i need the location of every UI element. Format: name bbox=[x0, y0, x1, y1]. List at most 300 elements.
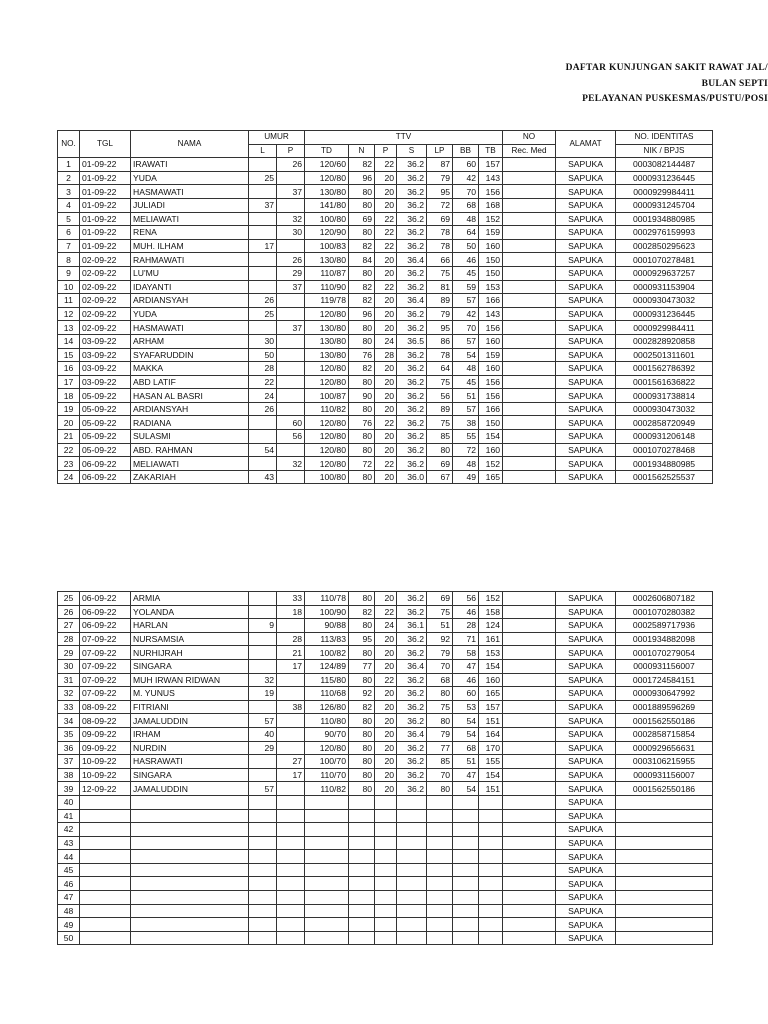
cell-umur-p bbox=[277, 389, 305, 403]
cell-umur-p: 60 bbox=[277, 416, 305, 430]
cell-umur-p bbox=[277, 795, 305, 809]
cell-no: 8 bbox=[58, 253, 80, 267]
cell-s: 36.2 bbox=[397, 782, 427, 796]
cell-umur-p bbox=[277, 334, 305, 348]
cell-p: 20 bbox=[375, 727, 397, 741]
cell-rec-med bbox=[503, 430, 556, 444]
cell-p: 20 bbox=[375, 741, 397, 755]
cell-umur-l: 30 bbox=[249, 334, 277, 348]
cell-alamat: SAPUKA bbox=[556, 334, 616, 348]
cell-tgl bbox=[80, 823, 131, 837]
cell-bb: 60 bbox=[453, 687, 479, 701]
cell-tb: 170 bbox=[479, 741, 503, 755]
cell-n: 80 bbox=[349, 768, 375, 782]
cell-tb bbox=[479, 836, 503, 850]
cell-n: 80 bbox=[349, 443, 375, 457]
cell-identitas: 0002828920858 bbox=[616, 334, 713, 348]
cell-tb: 165 bbox=[479, 470, 503, 484]
cell-umur-p bbox=[277, 673, 305, 687]
cell-umur-p bbox=[277, 918, 305, 932]
cell-alamat: SAPUKA bbox=[556, 171, 616, 185]
cell-nama: YOLANDA bbox=[131, 605, 249, 619]
cell-s: 36.2 bbox=[397, 714, 427, 728]
cell-s: 36.2 bbox=[397, 158, 427, 172]
cell-lp bbox=[427, 850, 453, 864]
cell-n: 95 bbox=[349, 632, 375, 646]
cell-nama: RENA bbox=[131, 226, 249, 240]
cell-lp: 85 bbox=[427, 755, 453, 769]
cell-p: 20 bbox=[375, 782, 397, 796]
cell-tgl: 03-09-22 bbox=[80, 362, 131, 376]
cell-p bbox=[375, 850, 397, 864]
cell-umur-p bbox=[277, 348, 305, 362]
cell-identitas: 0001561636822 bbox=[616, 375, 713, 389]
cell-bb: 53 bbox=[453, 700, 479, 714]
cell-alamat: SAPUKA bbox=[556, 823, 616, 837]
cell-s: 36.1 bbox=[397, 619, 427, 633]
cell-nama: NURDIN bbox=[131, 741, 249, 755]
cell-umur-p: 18 bbox=[277, 605, 305, 619]
cell-identitas: 0000931738814 bbox=[616, 389, 713, 403]
cell-tb: 150 bbox=[479, 416, 503, 430]
cell-tgl bbox=[80, 931, 131, 945]
cell-tgl: 01-09-22 bbox=[80, 158, 131, 172]
cell-umur-l: 26 bbox=[249, 294, 277, 308]
cell-no: 11 bbox=[58, 294, 80, 308]
cell-s: 36.2 bbox=[397, 443, 427, 457]
cell-p: 20 bbox=[375, 687, 397, 701]
cell-no: 43 bbox=[58, 836, 80, 850]
cell-s: 36.2 bbox=[397, 632, 427, 646]
cell-s bbox=[397, 891, 427, 905]
cell-nama bbox=[131, 850, 249, 864]
cell-s: 36.2 bbox=[397, 741, 427, 755]
cell-rec-med bbox=[503, 334, 556, 348]
table-row bbox=[58, 877, 713, 891]
cell-no: 32 bbox=[58, 687, 80, 701]
cell-td bbox=[305, 931, 349, 945]
cell-n: 82 bbox=[349, 294, 375, 308]
cell-tb: 166 bbox=[479, 402, 503, 416]
cell-rec-med bbox=[503, 375, 556, 389]
cell-alamat: SAPUKA bbox=[556, 877, 616, 891]
cell-n: 90 bbox=[349, 389, 375, 403]
cell-tb: 152 bbox=[479, 457, 503, 471]
cell-tb: 151 bbox=[479, 714, 503, 728]
cell-identitas: 0001070280382 bbox=[616, 605, 713, 619]
cell-alamat: SAPUKA bbox=[556, 416, 616, 430]
cell-p: 20 bbox=[375, 294, 397, 308]
cell-umur-l bbox=[249, 212, 277, 226]
cell-s: 36.4 bbox=[397, 659, 427, 673]
cell-bb: 42 bbox=[453, 307, 479, 321]
cell-bb: 46 bbox=[453, 253, 479, 267]
cell-lp: 79 bbox=[427, 727, 453, 741]
cell-umur-l bbox=[249, 226, 277, 240]
cell-p bbox=[375, 823, 397, 837]
cell-rec-med bbox=[503, 619, 556, 633]
cell-tgl: 01-09-22 bbox=[80, 198, 131, 212]
cell-lp: 77 bbox=[427, 741, 453, 755]
cell-td: 100/80 bbox=[305, 470, 349, 484]
cell-p bbox=[375, 891, 397, 905]
cell-p bbox=[375, 836, 397, 850]
cell-tgl: 08-09-22 bbox=[80, 700, 131, 714]
cell-bb: 56 bbox=[453, 592, 479, 606]
cell-identitas bbox=[616, 891, 713, 905]
cell-tgl: 10-09-22 bbox=[80, 768, 131, 782]
cell-td: 130/80 bbox=[305, 253, 349, 267]
cell-p: 20 bbox=[375, 375, 397, 389]
cell-alamat: SAPUKA bbox=[556, 158, 616, 172]
cell-tgl: 07-09-22 bbox=[80, 659, 131, 673]
cell-td: 110/78 bbox=[305, 592, 349, 606]
cell-tb: 160 bbox=[479, 334, 503, 348]
cell-lp: 67 bbox=[427, 470, 453, 484]
cell-s: 36.0 bbox=[397, 470, 427, 484]
cell-nama: IDAYANTI bbox=[131, 280, 249, 294]
col-pp: P bbox=[375, 144, 397, 158]
cell-bb: 64 bbox=[453, 226, 479, 240]
cell-tgl: 05-09-22 bbox=[80, 443, 131, 457]
cell-tgl: 07-09-22 bbox=[80, 687, 131, 701]
cell-no: 31 bbox=[58, 673, 80, 687]
table-row bbox=[58, 891, 713, 905]
cell-s: 36.2 bbox=[397, 280, 427, 294]
cell-s: 36.2 bbox=[397, 185, 427, 199]
cell-nama: JULIADI bbox=[131, 198, 249, 212]
cell-p: 20 bbox=[375, 443, 397, 457]
cell-n: 84 bbox=[349, 253, 375, 267]
table-row bbox=[58, 226, 713, 240]
cell-td: 100/82 bbox=[305, 646, 349, 660]
cell-no: 49 bbox=[58, 918, 80, 932]
cell-s: 36.4 bbox=[397, 294, 427, 308]
cell-p: 24 bbox=[375, 334, 397, 348]
cell-p: 22 bbox=[375, 280, 397, 294]
cell-p: 20 bbox=[375, 646, 397, 660]
cell-tb: 143 bbox=[479, 171, 503, 185]
table-body-top bbox=[58, 158, 713, 484]
cell-td bbox=[305, 823, 349, 837]
cell-p: 22 bbox=[375, 673, 397, 687]
cell-rec-med bbox=[503, 877, 556, 891]
cell-tb: 153 bbox=[479, 280, 503, 294]
cell-s bbox=[397, 918, 427, 932]
cell-s: 36.2 bbox=[397, 307, 427, 321]
cell-tgl: 06-09-22 bbox=[80, 605, 131, 619]
cell-umur-p: 32 bbox=[277, 212, 305, 226]
cell-rec-med bbox=[503, 741, 556, 755]
cell-alamat: SAPUKA bbox=[556, 673, 616, 687]
table-row bbox=[58, 402, 713, 416]
cell-lp: 89 bbox=[427, 294, 453, 308]
cell-n bbox=[349, 850, 375, 864]
cell-identitas: 0001934880985 bbox=[616, 457, 713, 471]
cell-s bbox=[397, 823, 427, 837]
cell-bb: 42 bbox=[453, 171, 479, 185]
cell-p bbox=[375, 904, 397, 918]
cell-umur-p bbox=[277, 239, 305, 253]
cell-lp bbox=[427, 809, 453, 823]
cell-umur-p: 56 bbox=[277, 430, 305, 444]
cell-lp: 95 bbox=[427, 321, 453, 335]
cell-identitas: 0000931236445 bbox=[616, 171, 713, 185]
cell-alamat: SAPUKA bbox=[556, 592, 616, 606]
cell-umur-l bbox=[249, 457, 277, 471]
cell-rec-med bbox=[503, 226, 556, 240]
cell-alamat: SAPUKA bbox=[556, 931, 616, 945]
cell-tb: 160 bbox=[479, 362, 503, 376]
cell-no: 30 bbox=[58, 659, 80, 673]
cell-rec-med bbox=[503, 253, 556, 267]
table-row bbox=[58, 198, 713, 212]
col-td: TD bbox=[305, 144, 349, 158]
cell-lp bbox=[427, 931, 453, 945]
cell-rec-med bbox=[503, 782, 556, 796]
cell-alamat: SAPUKA bbox=[556, 605, 616, 619]
cell-s bbox=[397, 863, 427, 877]
cell-tb: 160 bbox=[479, 443, 503, 457]
col-bb: BB bbox=[453, 144, 479, 158]
cell-n: 82 bbox=[349, 158, 375, 172]
cell-alamat: SAPUKA bbox=[556, 348, 616, 362]
cell-alamat: SAPUKA bbox=[556, 470, 616, 484]
cell-n: 80 bbox=[349, 714, 375, 728]
cell-bb: 45 bbox=[453, 266, 479, 280]
cell-umur-p: 37 bbox=[277, 185, 305, 199]
cell-umur-p: 28 bbox=[277, 632, 305, 646]
cell-umur-l: 17 bbox=[249, 239, 277, 253]
cell-lp: 56 bbox=[427, 389, 453, 403]
table-row bbox=[58, 795, 713, 809]
cell-bb bbox=[453, 877, 479, 891]
cell-tb: 168 bbox=[479, 198, 503, 212]
cell-bb: 55 bbox=[453, 430, 479, 444]
cell-tgl: 05-09-22 bbox=[80, 389, 131, 403]
table-row bbox=[58, 673, 713, 687]
cell-td: 110/87 bbox=[305, 266, 349, 280]
cell-n: 80 bbox=[349, 782, 375, 796]
cell-no: 12 bbox=[58, 307, 80, 321]
cell-tgl: 08-09-22 bbox=[80, 714, 131, 728]
cell-tb bbox=[479, 809, 503, 823]
cell-no: 50 bbox=[58, 931, 80, 945]
table-row bbox=[58, 470, 713, 484]
cell-n: 82 bbox=[349, 280, 375, 294]
cell-alamat: SAPUKA bbox=[556, 321, 616, 335]
cell-n: 82 bbox=[349, 239, 375, 253]
cell-tb: 158 bbox=[479, 605, 503, 619]
cell-p bbox=[375, 931, 397, 945]
cell-tb bbox=[479, 863, 503, 877]
cell-td: 110/70 bbox=[305, 768, 349, 782]
cell-bb: 54 bbox=[453, 782, 479, 796]
cell-bb: 48 bbox=[453, 457, 479, 471]
cell-bb bbox=[453, 918, 479, 932]
cell-tgl: 01-09-22 bbox=[80, 212, 131, 226]
cell-rec-med bbox=[503, 321, 556, 335]
cell-tb: 151 bbox=[479, 782, 503, 796]
cell-nama: RADIANA bbox=[131, 416, 249, 430]
cell-umur-l bbox=[249, 646, 277, 660]
cell-umur-l bbox=[249, 918, 277, 932]
cell-bb bbox=[453, 795, 479, 809]
cell-tb bbox=[479, 918, 503, 932]
cell-identitas: 0002501311601 bbox=[616, 348, 713, 362]
cell-n: 92 bbox=[349, 687, 375, 701]
cell-n bbox=[349, 877, 375, 891]
table-row bbox=[58, 632, 713, 646]
visit-table-top bbox=[57, 130, 713, 484]
cell-s: 36.2 bbox=[397, 321, 427, 335]
cell-alamat: SAPUKA bbox=[556, 226, 616, 240]
cell-n: 80 bbox=[349, 430, 375, 444]
cell-lp: 85 bbox=[427, 430, 453, 444]
cell-alamat: SAPUKA bbox=[556, 714, 616, 728]
cell-p: 20 bbox=[375, 592, 397, 606]
table-row bbox=[58, 823, 713, 837]
cell-bb: 46 bbox=[453, 605, 479, 619]
cell-rec-med bbox=[503, 592, 556, 606]
table-row bbox=[58, 727, 713, 741]
cell-bb: 47 bbox=[453, 659, 479, 673]
cell-umur-l: 54 bbox=[249, 443, 277, 457]
cell-tb: 155 bbox=[479, 755, 503, 769]
cell-nama: ARMIA bbox=[131, 592, 249, 606]
cell-rec-med bbox=[503, 280, 556, 294]
cell-n bbox=[349, 904, 375, 918]
cell-p: 20 bbox=[375, 768, 397, 782]
cell-tgl: 07-09-22 bbox=[80, 673, 131, 687]
cell-rec-med bbox=[503, 795, 556, 809]
cell-tb: 165 bbox=[479, 687, 503, 701]
cell-alamat: SAPUKA bbox=[556, 375, 616, 389]
cell-nama bbox=[131, 863, 249, 877]
table-row bbox=[58, 619, 713, 633]
cell-tb: 153 bbox=[479, 646, 503, 660]
cell-nama bbox=[131, 918, 249, 932]
cell-nama bbox=[131, 931, 249, 945]
cell-bb: 38 bbox=[453, 416, 479, 430]
cell-rec-med bbox=[503, 850, 556, 864]
cell-td: 120/80 bbox=[305, 457, 349, 471]
cell-s: 36.2 bbox=[397, 362, 427, 376]
cell-lp: 66 bbox=[427, 253, 453, 267]
table-row bbox=[58, 375, 713, 389]
cell-n: 80 bbox=[349, 266, 375, 280]
cell-umur-p: 30 bbox=[277, 226, 305, 240]
col-p: P bbox=[277, 144, 305, 158]
table-row bbox=[58, 443, 713, 457]
cell-nama bbox=[131, 877, 249, 891]
cell-tb bbox=[479, 823, 503, 837]
cell-lp: 79 bbox=[427, 171, 453, 185]
cell-identitas: 0002606807182 bbox=[616, 592, 713, 606]
cell-tb: 159 bbox=[479, 348, 503, 362]
cell-rec-med bbox=[503, 348, 556, 362]
cell-td: 120/80 bbox=[305, 307, 349, 321]
cell-lp: 86 bbox=[427, 334, 453, 348]
cell-identitas: 0002976159993 bbox=[616, 226, 713, 240]
cell-s bbox=[397, 836, 427, 850]
cell-n: 80 bbox=[349, 185, 375, 199]
cell-umur-p bbox=[277, 727, 305, 741]
cell-tb: 156 bbox=[479, 321, 503, 335]
cell-lp: 68 bbox=[427, 673, 453, 687]
cell-nama: SINGARA bbox=[131, 768, 249, 782]
cell-rec-med bbox=[503, 673, 556, 687]
cell-umur-l: 28 bbox=[249, 362, 277, 376]
cell-p: 22 bbox=[375, 158, 397, 172]
cell-nama: IRHAM bbox=[131, 727, 249, 741]
cell-bb bbox=[453, 863, 479, 877]
cell-no: 6 bbox=[58, 226, 80, 240]
cell-tb: 160 bbox=[479, 239, 503, 253]
cell-lp bbox=[427, 836, 453, 850]
cell-tb: 157 bbox=[479, 700, 503, 714]
cell-nama: ZAKARIAH bbox=[131, 470, 249, 484]
cell-lp: 72 bbox=[427, 198, 453, 212]
cell-alamat: SAPUKA bbox=[556, 904, 616, 918]
cell-umur-p bbox=[277, 850, 305, 864]
cell-bb: 45 bbox=[453, 375, 479, 389]
cell-lp: 75 bbox=[427, 416, 453, 430]
cell-s: 36.2 bbox=[397, 402, 427, 416]
cell-rec-med bbox=[503, 171, 556, 185]
cell-td: 100/90 bbox=[305, 605, 349, 619]
cell-nama: HASMAWATI bbox=[131, 185, 249, 199]
cell-bb: 70 bbox=[453, 321, 479, 335]
cell-umur-l: 25 bbox=[249, 171, 277, 185]
cell-umur-p: 26 bbox=[277, 158, 305, 172]
cell-s: 36.2 bbox=[397, 430, 427, 444]
table-row bbox=[58, 863, 713, 877]
cell-tgl bbox=[80, 918, 131, 932]
cell-lp: 75 bbox=[427, 605, 453, 619]
cell-umur-p bbox=[277, 809, 305, 823]
table-row bbox=[58, 850, 713, 864]
cell-s: 36.2 bbox=[397, 212, 427, 226]
cell-bb: 68 bbox=[453, 198, 479, 212]
cell-no: 47 bbox=[58, 891, 80, 905]
cell-tgl: 06-09-22 bbox=[80, 457, 131, 471]
cell-td: 120/90 bbox=[305, 226, 349, 240]
cell-identitas: 0002850295623 bbox=[616, 239, 713, 253]
cell-identitas bbox=[616, 931, 713, 945]
cell-n: 82 bbox=[349, 362, 375, 376]
cell-tgl bbox=[80, 877, 131, 891]
cell-identitas: 0003106215955 bbox=[616, 755, 713, 769]
cell-td: 110/82 bbox=[305, 782, 349, 796]
cell-umur-l bbox=[249, 430, 277, 444]
cell-n: 80 bbox=[349, 402, 375, 416]
cell-no: 39 bbox=[58, 782, 80, 796]
cell-umur-p: 37 bbox=[277, 280, 305, 294]
cell-nama: SULASMI bbox=[131, 430, 249, 444]
cell-umur-l: 40 bbox=[249, 727, 277, 741]
cell-identitas: 0001724584151 bbox=[616, 673, 713, 687]
cell-lp: 92 bbox=[427, 632, 453, 646]
cell-tgl bbox=[80, 809, 131, 823]
cell-tb bbox=[479, 931, 503, 945]
cell-td: 120/80 bbox=[305, 430, 349, 444]
cell-s: 36.4 bbox=[397, 727, 427, 741]
cell-s bbox=[397, 904, 427, 918]
cell-tgl bbox=[80, 836, 131, 850]
cell-rec-med bbox=[503, 823, 556, 837]
cell-umur-p bbox=[277, 904, 305, 918]
